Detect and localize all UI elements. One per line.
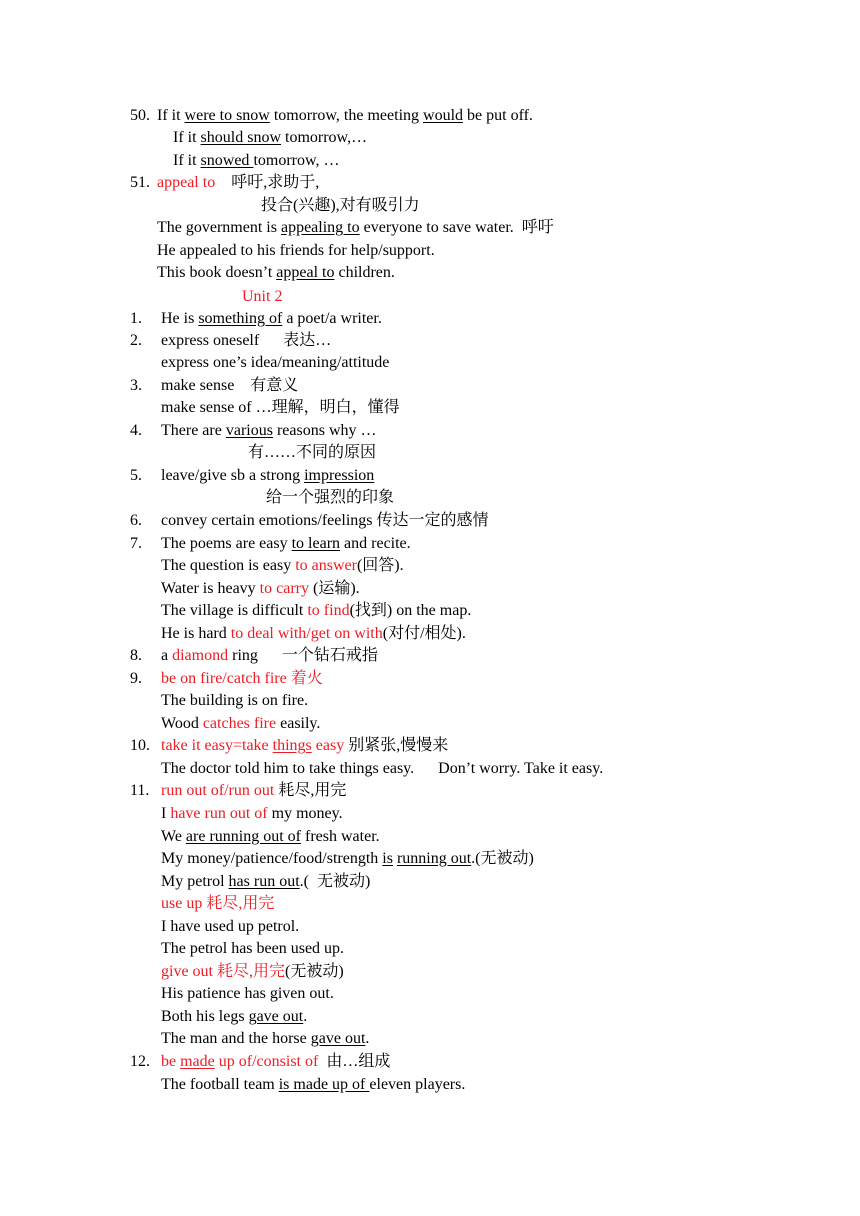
line-text [161,601,471,621]
underlined-phrase: are running out of [185,828,301,845]
line-text [157,173,319,193]
item-number: 9. [130,670,142,687]
line-text [161,827,380,847]
text-segment: 投合(兴趣),对有吸引力 [261,197,420,214]
text-segment: easily. [276,715,321,732]
highlighted-phrase: catches fire [202,715,277,732]
text-segment: The building is on fire. [161,692,309,709]
line-text [248,443,376,463]
text-segment: convey certain emotions/feelings 传达一定的感情 [161,512,489,529]
line-text [242,287,282,307]
item-number: 7. [130,535,142,552]
underlined-phrase: were to snow [184,107,270,124]
item-number: 3. [130,377,142,394]
text-segment: express oneself 表达… [161,332,332,349]
text-segment: This book doesn’t [157,264,277,281]
text-segment: tomorrow, … [253,152,340,169]
text-segment: (运输). [308,580,360,597]
underlined-phrase: appealing to [280,219,360,236]
underlined-phrase: various [225,422,273,439]
highlighted-phrase: be [161,1053,181,1070]
line-text [161,646,378,666]
text-segment: everyone to save water. 呼吁 [359,219,554,236]
text-segment: I have used up petrol. [161,918,300,935]
text-segment: (回答). [356,557,404,574]
line-text [161,962,344,982]
highlighted-phrase: things [272,737,312,754]
text-segment: be put off. [463,107,533,124]
text-segment: Both his legs [161,1008,249,1025]
text-segment: 由…组成 [318,1053,391,1070]
text-segment: my money. [267,805,343,822]
item-number: 51. [130,174,150,191]
line-text [161,917,299,937]
underlined-phrase: something of [198,310,283,327]
line-text [261,196,420,216]
text-segment: If it [157,107,185,124]
underlined-phrase: would [423,107,464,124]
text-segment: fresh water. [301,828,380,845]
underlined-phrase: is [382,850,393,867]
underlined-phrase: impression [304,467,375,484]
text-segment: The petrol has been used up. [161,940,345,957]
text-segment: .( 无被动) [299,873,371,890]
highlighted-phrase: made [180,1053,215,1070]
line-text [157,263,395,283]
line-text [161,421,377,441]
text-segment: (无被动) [285,963,344,980]
line-text [161,511,489,531]
text-segment: make sense 有意义 [161,377,299,394]
text-segment: The poems are easy [161,535,292,552]
line-text [161,939,344,959]
text-segment: He is hard [161,625,231,642]
item-number: 50. [130,107,150,124]
highlighted-phrase: diamond [172,647,229,664]
line-text [161,849,534,869]
text-segment: leave/give sb a strong [161,467,305,484]
item-number: 1. [130,310,142,327]
text-segment: a [161,647,173,664]
text-segment: tomorrow,… [281,129,368,146]
underlined-phrase: appeal to [276,264,335,281]
line-text [161,804,343,824]
line-text [161,1075,465,1095]
text-segment: Water is heavy [161,580,260,597]
text-segment: 别紧张,慢慢来 [344,737,449,754]
line-text [161,714,320,734]
line-text [161,376,298,396]
text-segment: Wood [161,715,203,732]
text-segment: a poet/a writer. [282,310,382,327]
line-text [173,128,367,148]
text-segment: 给一个强烈的印象 [266,489,395,506]
item-number: 10. [130,737,150,754]
item-number: 2. [130,332,142,349]
line-text [161,872,370,892]
text-segment: The question is easy [161,557,296,574]
highlighted-phrase: be on fire/catch fire 着火 [161,670,323,687]
line-text [161,331,331,351]
line-text [161,624,466,644]
line-text [161,398,400,418]
text-segment: He appealed to his friends for help/support. [157,242,435,259]
underlined-phrase: to learn [291,535,341,552]
line-text [161,466,374,486]
line-text [161,309,382,329]
highlighted-phrase: to deal with/get on with [230,625,383,642]
text-segment: The football team [161,1076,279,1093]
highlighted-phrase: appeal to [157,174,216,191]
text-segment: and recite. [340,535,411,552]
underlined-phrase: gave out [310,1030,366,1047]
text-segment: We [161,828,186,845]
text-segment: children. [334,264,395,281]
highlighted-phrase: have run out of [170,805,268,822]
text-segment: . [303,1008,308,1025]
highlighted-phrase: run out of/run out [161,782,275,799]
line-text [157,106,533,126]
line-text [161,691,308,711]
text-segment: If it [173,152,201,169]
highlighted-phrase: up of/consist of [214,1053,319,1070]
text-segment: The doctor told him to take things easy. Don’t worry. Take it easy. [161,760,604,777]
underlined-phrase: should snow [200,129,281,146]
highlighted-phrase: give out 耗尽,用完 [161,963,285,980]
text-segment: reasons why … [272,422,377,439]
item-number: 8. [130,647,142,664]
line-text [161,894,274,914]
text-segment: 呼吁,求助于, [215,174,320,191]
line-text [157,241,435,261]
item-number: 12. [130,1053,150,1070]
text-segment: There are [161,422,226,439]
text-segment: My petrol [161,873,229,890]
item-number: 5. [130,467,142,484]
line-text [161,1029,369,1049]
text-segment: If it [173,129,201,146]
text-segment: 耗尽,用完 [274,782,347,799]
text-segment: (对付/相处). [382,625,466,642]
line-text [161,353,389,373]
underlined-phrase: gave out [248,1008,304,1025]
text-segment: . [365,1030,370,1047]
line-text [161,556,404,576]
item-number: 11. [130,782,150,799]
underlined-phrase: running out [396,850,472,867]
text-segment: eleven players. [369,1076,466,1093]
text-segment: tomorrow, the meeting [269,107,424,124]
line-text [161,669,323,689]
text-segment: The government is [157,219,281,236]
line-text [161,736,448,756]
underlined-phrase: snowed [200,152,254,169]
text-segment: (找到) on the map. [349,602,472,619]
text-segment: He is [161,310,199,327]
text-segment: .(无被动) [471,850,534,867]
line-text [161,781,346,801]
item-number: 6. [130,512,142,529]
line-text [157,218,554,238]
text-segment: ring 一个钻石戒指 [228,647,378,664]
text-segment: express one’s idea/meaning/attitude [161,354,390,371]
underlined-phrase: has run out [228,873,300,890]
line-text [161,534,411,554]
highlighted-phrase: to find [307,602,350,619]
line-text [161,579,360,599]
highlighted-phrase: to carry [259,580,309,597]
highlighted-phrase: Unit 2 [242,288,283,305]
text-segment: I [161,805,171,822]
line-text [161,759,603,779]
text-segment: 有……不同的原因 [248,444,377,461]
text-segment: The man and the horse [161,1030,311,1047]
text-segment: His patience has given out. [161,985,334,1002]
underlined-phrase: is made up of [278,1076,370,1093]
highlighted-phrase: easy [311,737,345,754]
highlighted-phrase: take it easy=take [161,737,273,754]
item-number: 4. [130,422,142,439]
text-segment: make sense of …理解，明白，懂得 [161,399,400,416]
highlighted-phrase: to answer [295,557,357,574]
line-text [161,984,334,1004]
text-segment: The village is difficult [161,602,308,619]
line-text [173,151,340,171]
line-text [266,488,394,508]
text-segment: My money/patience/food/strength [161,850,383,867]
line-text [161,1052,390,1072]
line-text [161,1007,307,1027]
highlighted-phrase: use up 耗尽,用完 [161,895,275,912]
